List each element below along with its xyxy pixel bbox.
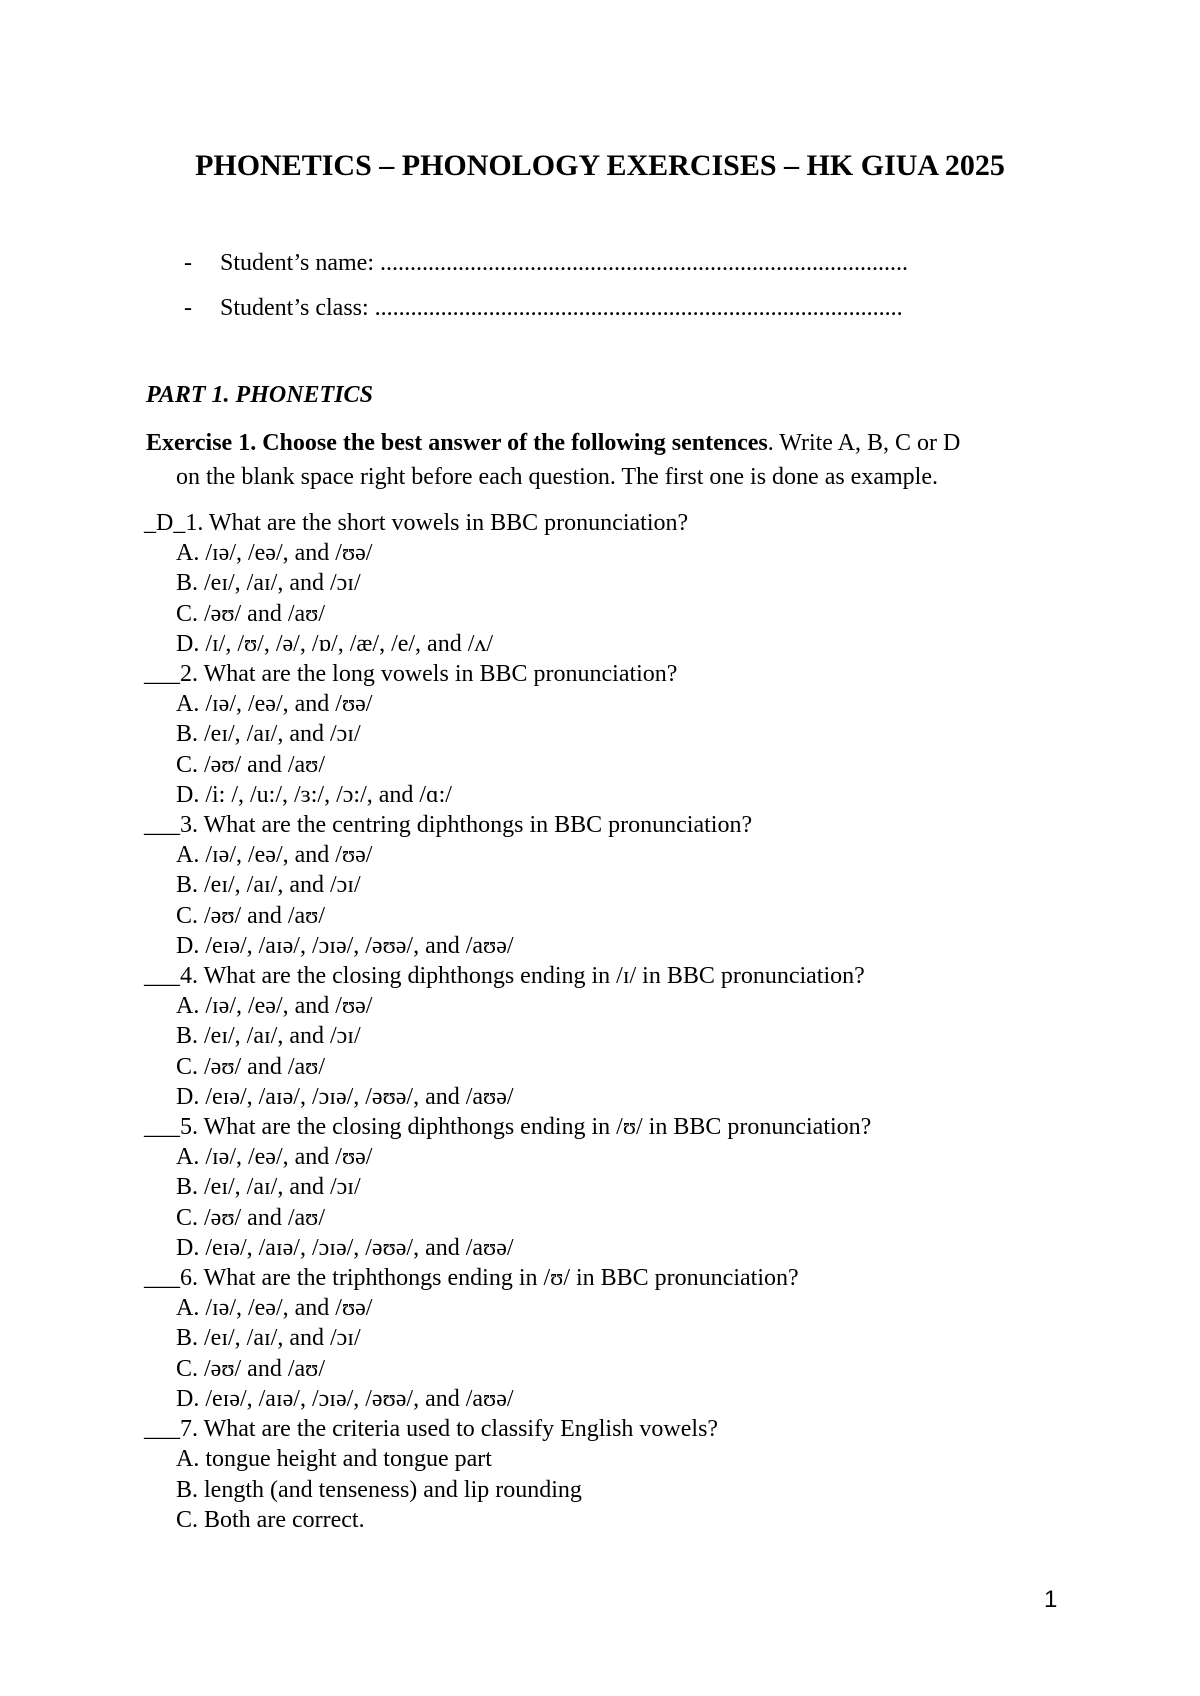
answer-blank: ___: [144, 1114, 180, 1141]
student-class-line: [184, 293, 903, 323]
answer-option: D. /eɪə/, /aɪə/, /ɔɪə/, /əʊə/, and /aʊə/: [176, 1083, 514, 1110]
answer-option: A. /ɪə/, /eə/, and /ʊə/: [176, 993, 373, 1020]
answer-option: C. /əʊ/ and /aʊ/: [176, 1204, 325, 1231]
answer-option: C. /əʊ/ and /aʊ/: [176, 1355, 325, 1382]
answer-blank: ___: [144, 661, 180, 688]
exercise-instruction-line: on the blank space right before each question. The first one is done as example.: [176, 464, 938, 490]
exercise-heading: Exercise 1. Choose the best answer of the following sentences: [146, 430, 768, 456]
list-dash: -: [184, 250, 192, 276]
answer-option: D. /ɪ/, /ʊ/, /ə/, /ɒ/, /æ/, /e/, and /ʌ/: [176, 630, 494, 657]
answer-option: B. length (and tenseness) and lip rounding: [176, 1476, 582, 1503]
document-title: PHONETICS – PHONOLOGY EXERCISES – HK GIUA 2025: [195, 149, 1005, 182]
answer-option: D. /eɪə/, /aɪə/, /ɔɪə/, /əʊə/, and /aʊə/: [176, 1234, 514, 1261]
answer-blank: ___: [144, 1265, 180, 1292]
answer-option: B. /eɪ/, /aɪ/, and /ɔɪ/: [176, 1174, 361, 1201]
answer-option: A. /ɪə/, /eə/, and /ʊə/: [176, 1144, 373, 1171]
question-text: 7. What are the criteria used to classify English vowels?: [180, 1416, 719, 1443]
question-item: [144, 810, 871, 840]
answer-option: C. /əʊ/ and /aʊ/: [176, 1053, 325, 1080]
question-text: 6. What are the triphthongs ending in /ʊ/ in BBC pronunciation?: [180, 1265, 799, 1292]
answer-option: D. /eɪə/, /aɪə/, /ɔɪə/, /əʊə/, and /aʊə/: [176, 932, 514, 959]
answer-option: A. /ɪə/, /eə/, and /ʊə/: [176, 1295, 373, 1322]
answer-option: D. /eɪə/, /aɪə/, /ɔɪə/, /əʊə/, and /aʊə/: [176, 1385, 514, 1412]
answer-blank: ___: [144, 963, 180, 990]
exercise-heading-rest: . Write A, B, C or D: [767, 430, 961, 456]
answer-blank: _D_: [144, 510, 186, 536]
answer-option: D. /i: /, /u:/, /ɜ:/, /ɔ:/, and /ɑ:/: [176, 781, 452, 808]
question-item: [144, 1414, 871, 1444]
answer-option: B. /eɪ/, /aɪ/, and /ɔɪ/: [176, 721, 361, 748]
answer-option: C. Both are correct.: [176, 1506, 365, 1533]
question-text: 1. What are the short vowels in BBC pronunciation?: [185, 510, 689, 536]
answer-option: A. tongue height and tongue part: [176, 1446, 492, 1473]
question-item: [144, 508, 871, 538]
page-number: 1: [1044, 1586, 1058, 1613]
question-list: [144, 508, 871, 1535]
question-text: 2. What are the long vowels in BBC pronunciation?: [180, 661, 678, 688]
question-item: [144, 1112, 871, 1142]
student-class-field: Student’s class: ........................................................................................: [220, 295, 903, 321]
answer-blank: ___: [144, 812, 180, 839]
student-name-field: Student’s name: ........................................................................................: [220, 250, 908, 276]
answer-option: B. /eɪ/, /aɪ/, and /ɔɪ/: [176, 872, 361, 899]
answer-option: C. /əʊ/ and /aʊ/: [176, 600, 325, 627]
exercise-heading-line: [146, 426, 1086, 460]
question-item: [144, 659, 871, 689]
answer-option: B. /eɪ/, /aɪ/, and /ɔɪ/: [176, 1023, 361, 1050]
question-text: 4. What are the closing diphthongs ending in /ɪ/ in BBC pronunciation?: [180, 963, 865, 990]
question-text: 3. What are the centring diphthongs in BBC pronunciation?: [180, 812, 753, 839]
exercise-instructions: [146, 426, 1086, 494]
part-heading: PART 1. PHONETICS: [146, 382, 373, 408]
student-name-line: [184, 248, 908, 278]
answer-option: A. /ɪə/, /eə/, and /ʊə/: [176, 842, 373, 869]
question-item: [144, 961, 871, 991]
question-item: [144, 1263, 871, 1293]
answer-option: A. /ɪə/, /eə/, and /ʊə/: [176, 691, 373, 718]
answer-blank: ___: [144, 1416, 180, 1443]
answer-option: C. /əʊ/ and /aʊ/: [176, 751, 325, 778]
list-dash: -: [184, 295, 192, 321]
answer-option: C. /əʊ/ and /aʊ/: [176, 902, 325, 929]
answer-option: B. /eɪ/, /aɪ/, and /ɔɪ/: [176, 1325, 361, 1352]
question-text: 5. What are the closing diphthongs ending in /ʊ/ in BBC pronunciation?: [180, 1114, 872, 1141]
answer-option: A. /ɪə/, /eə/, and /ʊə/: [176, 540, 373, 567]
answer-option: B. /eɪ/, /aɪ/, and /ɔɪ/: [176, 570, 361, 597]
